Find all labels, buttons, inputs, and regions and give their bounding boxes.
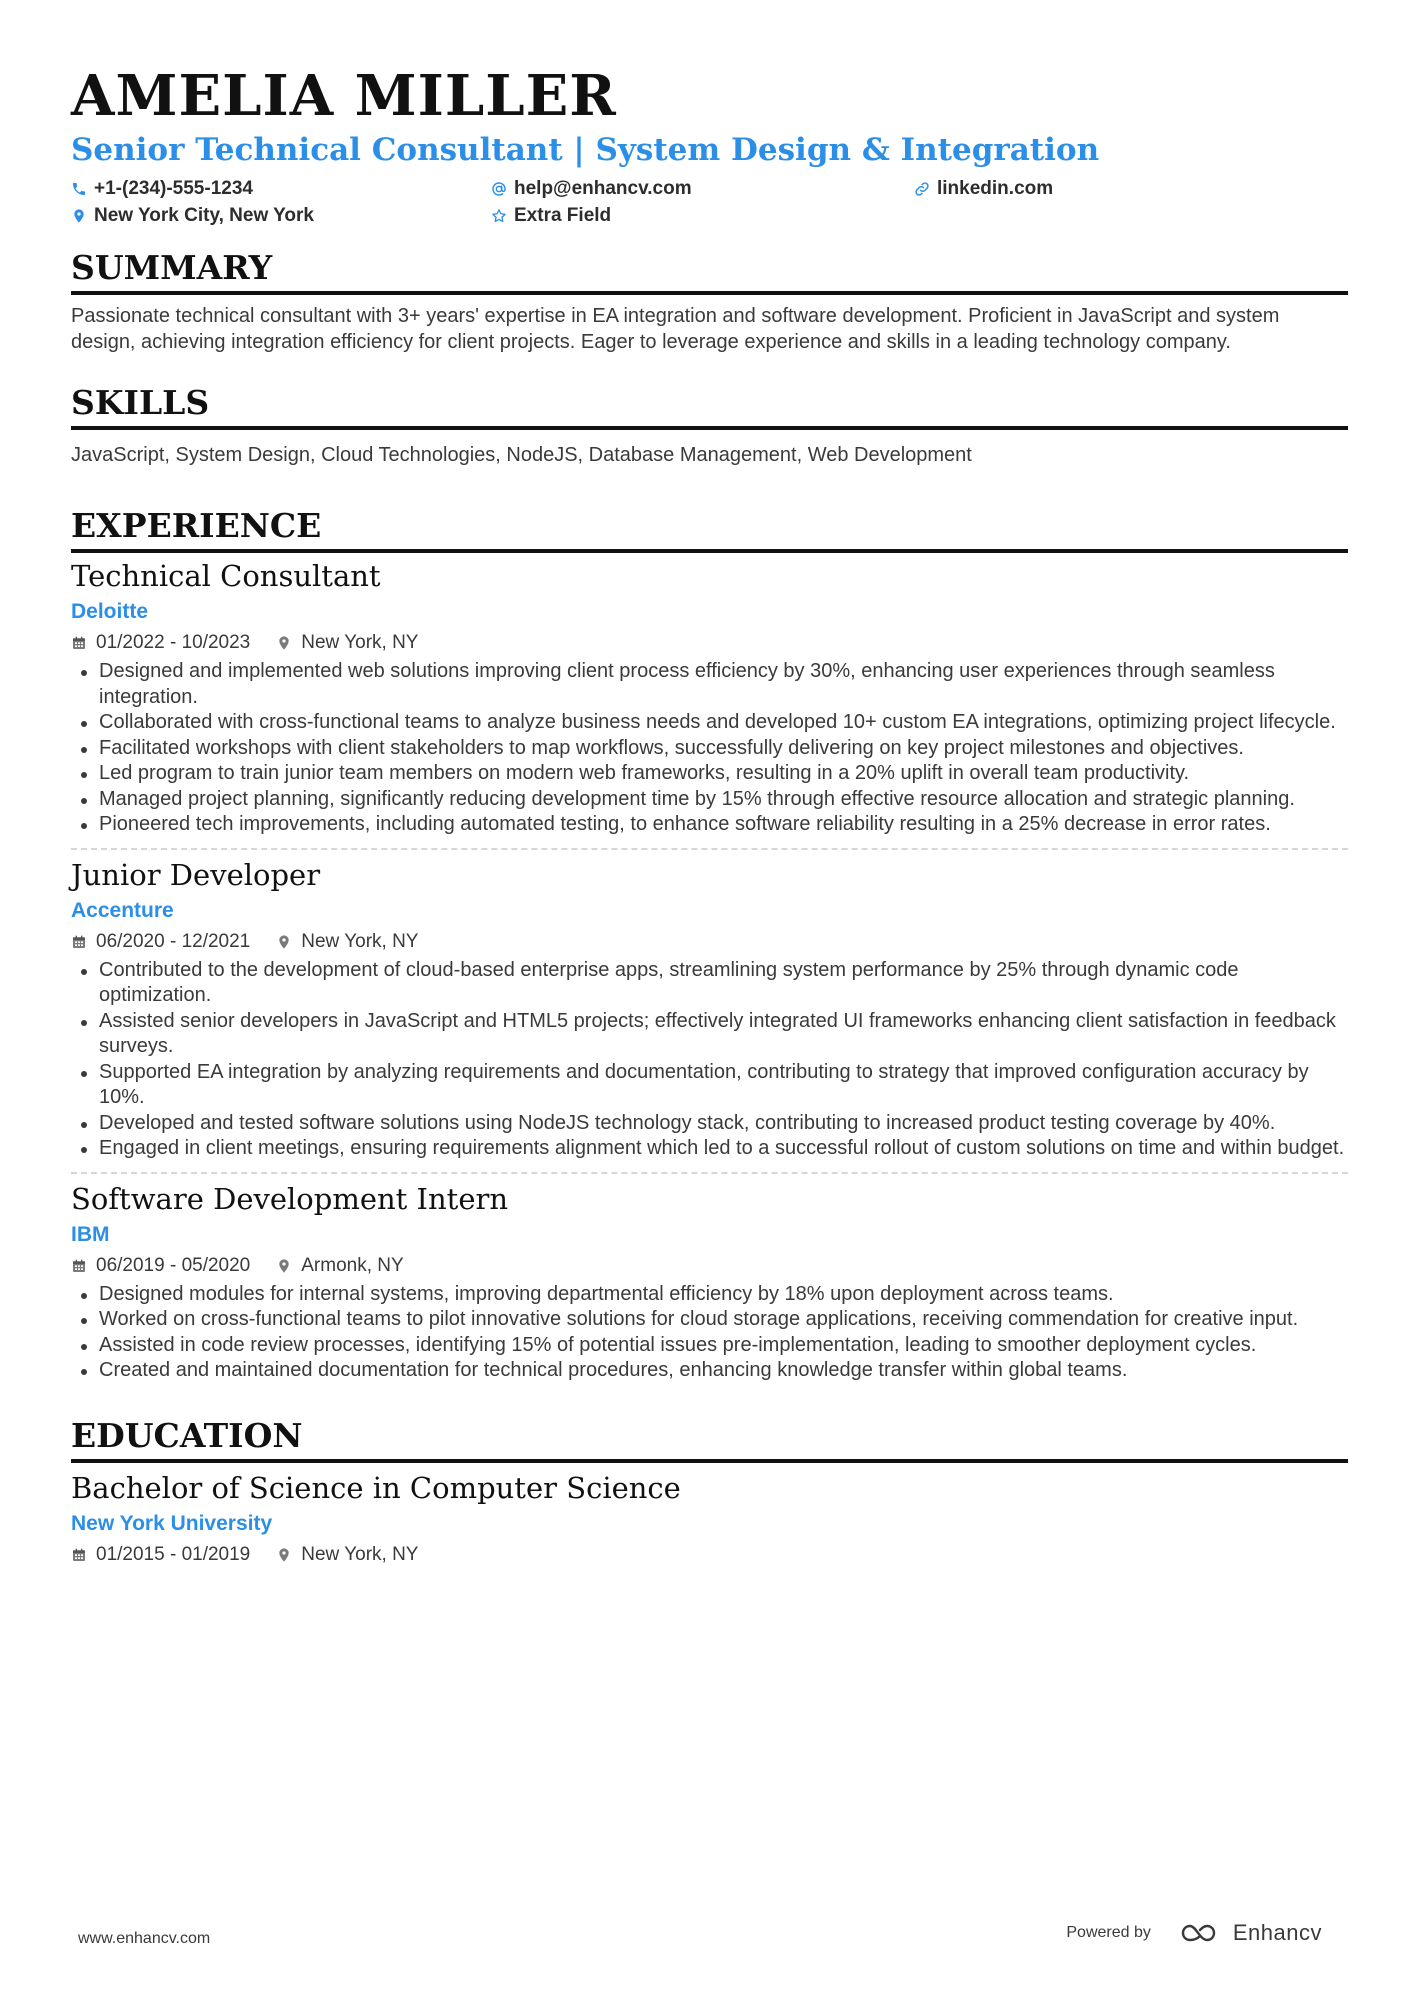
job-bullets (71, 659, 1348, 838)
education-location-text: New York, NY (301, 1543, 419, 1565)
summary-section (71, 248, 1348, 355)
enhancv-logo-icon (1179, 1921, 1225, 1945)
experience-entry (71, 856, 1348, 1168)
email-text: help@enhancv.com (514, 178, 692, 199)
job-bullets (71, 1282, 1348, 1384)
summary-rule (71, 291, 1348, 295)
contact-linkedin[interactable] (914, 176, 1053, 202)
bullet-item: Assisted senior developers in JavaScript and HTML5 projects; effectively integrated UI frameworks enhancing client satisfaction in feedback surveys. (71, 1009, 1348, 1060)
job-location-text: Armonk, NY (301, 1254, 404, 1276)
calendar-icon (71, 1258, 87, 1274)
bullet-item: Pioneered tech improvements, including automated testing, to enhance software reliability resulting in a 25% decrease in error rates. (71, 812, 1348, 838)
bullet-item: Developed and tested software solutions using NodeJS technology stack, contributing to increased product testing coverage by 40%. (71, 1111, 1348, 1137)
bullet-item: Assisted in code review processes, identifying 15% of potential issues pre-implementation, leading to smoother deployment cycles. (71, 1333, 1348, 1359)
education-entry (71, 1469, 1348, 1575)
contact-info (71, 174, 1348, 232)
company-name: IBM (71, 1222, 110, 1246)
resume-page (71, 62, 1348, 1575)
brand-name: Enhancv (1232, 1920, 1322, 1945)
job-dates: 06/2019 - 05/2020 (96, 1254, 251, 1276)
candidate-name: AMELIA MILLER (71, 63, 617, 129)
entry-divider (71, 1172, 1348, 1174)
company-name: Accenture (71, 898, 174, 922)
education-rule (71, 1459, 1348, 1463)
summary-text: Passionate technical consultant with 3+ years' expertise in EA integration and software development. Proficient in JavaScript and system design, achieving integration efficiency for client projects. Eager to leverage experience and skills in a leading technology company. (71, 305, 1280, 353)
contact-email[interactable] (491, 176, 692, 202)
job-meta (71, 629, 1348, 657)
bullet-item: Created and maintained documentation for technical procedures, enhancing knowledge transfer within global teams. (71, 1358, 1348, 1384)
bullet-item: Collaborated with cross-functional teams to analyze business needs and developed 10+ custom EA integrations, optimizing project lifecycle. (71, 710, 1348, 736)
calendar-icon (71, 635, 87, 651)
bullet-item: Managed project planning, significantly reducing development time by 15% through effective resource allocation and strategic planning. (71, 787, 1348, 813)
at-icon (491, 181, 507, 197)
summary-heading: SUMMARY (71, 248, 273, 287)
skills-text: JavaScript, System Design, Cloud Technologies, NodeJS, Database Management, Web Development (71, 444, 972, 466)
bullet-item: Led program to train junior team members on modern web frameworks, resulting in a 20% uplift in overall team productivity. (71, 761, 1348, 787)
phone-icon (71, 181, 87, 197)
contact-extra (491, 203, 611, 229)
experience-entry (71, 557, 1348, 844)
education-heading: EDUCATION (71, 1415, 303, 1455)
education-dates: 01/2015 - 01/2019 (96, 1543, 251, 1565)
location-pin-icon (276, 635, 292, 651)
job-dates: 06/2020 - 12/2021 (96, 930, 251, 952)
footer-website[interactable]: www.enhancv.com (78, 1930, 211, 1947)
degree-title: Bachelor of Science in Computer Science (71, 1470, 681, 1505)
calendar-icon (71, 934, 87, 950)
job-title: Software Development Intern (71, 1181, 509, 1216)
entry-divider (71, 848, 1348, 850)
contact-location (71, 203, 314, 229)
job-location-text: New York, NY (301, 930, 419, 952)
footer-branding (1066, 1920, 1322, 1946)
star-icon (491, 208, 507, 224)
location-pin-icon (71, 208, 87, 224)
location-pin-icon (276, 1258, 292, 1274)
skills-rule (71, 426, 1348, 430)
education-location (276, 1541, 418, 1569)
job-dates: 01/2022 - 10/2023 (96, 632, 251, 653)
phone-text: +1-(234)-555-1234 (94, 178, 253, 199)
powered-by-text: Powered by (1066, 1924, 1151, 1941)
job-title: Technical Consultant (71, 559, 381, 593)
calendar-icon (71, 1547, 87, 1563)
job-meta (71, 1252, 1348, 1280)
job-location-text: New York, NY (301, 632, 419, 653)
job-location (276, 629, 418, 657)
bullet-item: Engaged in client meetings, ensuring requirements alignment which led to a successful rollout of custom solutions on time and within budget. (71, 1136, 1348, 1162)
extra-field-text: Extra Field (514, 205, 612, 226)
job-location (276, 928, 418, 956)
location-text: New York City, New York (94, 205, 314, 226)
candidate-title: Senior Technical Consultant | System Design & Integration (71, 132, 1100, 168)
job-meta (71, 928, 1348, 956)
skills-heading: SKILLS (71, 383, 210, 422)
bullet-item: Designed and implemented web solutions improving client process efficiency by 30%, enhancing user experiences through seamless integration. (71, 659, 1348, 710)
job-bullets (71, 958, 1348, 1162)
skills-section (71, 383, 1348, 468)
enhancv-logo[interactable] (1179, 1920, 1322, 1946)
experience-section (71, 506, 1348, 1390)
job-title: Junior Developer (71, 857, 321, 892)
location-pin-icon (276, 934, 292, 950)
bullet-item: Contributed to the development of cloud-based enterprise apps, streamlining system performance by 25% through dynamic code optimization. (71, 958, 1348, 1009)
linkedin-text: linkedin.com (937, 178, 1054, 199)
school-name: New York University (71, 1511, 273, 1535)
job-location (276, 1252, 403, 1280)
company-name: Deloitte (71, 600, 149, 623)
link-icon (914, 181, 930, 197)
bullet-item: Facilitated workshops with client stakeholders to map workflows, successfully delivering on key project milestones and objectives. (71, 736, 1348, 762)
experience-rule (71, 549, 1348, 553)
bullet-item: Designed modules for internal systems, improving departmental efficiency by 18% upon deployment across teams. (71, 1282, 1348, 1308)
bullet-item: Supported EA integration by analyzing requirements and documentation, contributing to strategy that improved configuration accuracy by 10%. (71, 1060, 1348, 1111)
experience-heading: EXPERIENCE (71, 506, 322, 545)
location-pin-icon (276, 1547, 292, 1563)
experience-entry (71, 1180, 1348, 1390)
education-section (71, 1416, 1348, 1575)
education-meta (71, 1541, 1348, 1569)
bullet-item: Worked on cross-functional teams to pilot innovative solutions for cloud storage applications, receiving commendation for creative input. (71, 1307, 1348, 1333)
contact-phone[interactable] (71, 176, 253, 202)
